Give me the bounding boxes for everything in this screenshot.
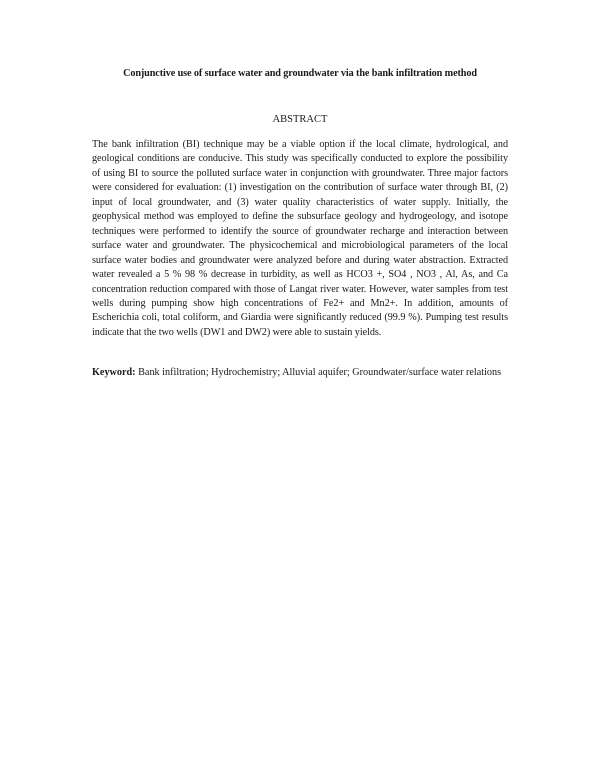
abstract-body: The bank infiltration (BI) technique may be a viable option if the local climate, hydrological, and geological conditions are conducive. This study was specifically conducted to explore the possibility of using BI to source the polluted surface water in conjunction with groundwater. Three major factors were considered for evaluation: (1) investigation on the contribution of surface water through BI, (2) input of local groundwater, and (3) water quality characteristics of water supply. Initially, the geophysical method was employed to define the subsurface geology and hydrogeology, and isotope techniques were performed to identify the source of groundwater recharge and interaction between surface water and groundwater. The physicochemical and microbiological parameters of the local surface water bodies and groundwater were analyzed before and during water abstraction. Extracted water revealed a 5 % 98 % decrease in turbidity, as well as HCO3 +, SO4 , NO3 , Al, As, and Ca concentration reduction compared with those of Langat river water. However, water samples from test wells during pumping show high concentrations of Fe2+ and Mn2+. In addition, amounts of Escherichia coli, total coliform, and Giardia were significantly reduced (99.9 %). Pumping test results indicate that the two wells (DW1 and DW2) were able to sustain yields.: [92, 139, 508, 338]
paper-title: Conjunctive use of surface water and groundwater via the bank infiltration method: [123, 68, 477, 79]
keyword-text: Bank infiltration; Hydrochemistry; Alluvial aquifer; Groundwater/surface water relations: [138, 367, 502, 378]
abstract-heading: ABSTRACT: [272, 114, 328, 125]
keywords-paragraph: [92, 366, 508, 380]
keyword-label: Keyword:: [92, 367, 136, 378]
